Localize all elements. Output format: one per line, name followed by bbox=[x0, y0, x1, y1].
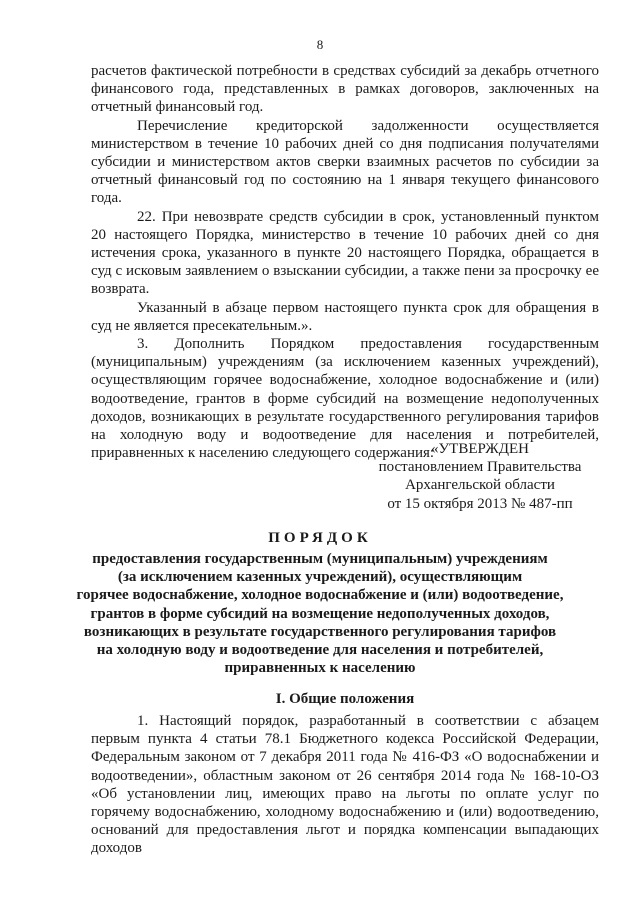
subtitle-line: приравненных к населению bbox=[224, 660, 416, 677]
paragraph-term-note: Указанный в абзаце первом настоящего пункта срок для обращения в суд не является пресекательным.». bbox=[91, 299, 599, 334]
paragraph-1: 1. Настоящий порядок, разработанный в соответствии с абзацем первым пункта 4 статьи 78.1 Бюджетного кодекса Российской Федерации, Федеральным законом от 7 декабря 2011 года № 416-ФЗ «О водоснабжении и водоотведении», областным законом от 26 сентября 2014 года № 168-10-ОЗ «Об установлении лиц, имеющих право на льготы по оплате услуг по горячему водоснабжению, холодному водоснабжению и (или) водоотведению, оснований для предоставления льгот и порядка компенсации выпадающих доходов bbox=[91, 713, 599, 857]
document-title: ПОРЯДОК bbox=[268, 530, 372, 546]
paragraph-creditor-debt: Перечисление кредиторской задолженности осуществляется министерством в течение 10 рабочих дней со дня подписания получателями субсидии и министерством актов сверки взаимных расчетов по субсидии за отчетный финансовый год по состоянию на 1 января текущего финансового года. bbox=[91, 117, 599, 207]
document-subtitle bbox=[0, 550, 640, 677]
subtitle-line: возникающих в результате государственного регулирования тарифов bbox=[83, 623, 557, 640]
paragraph-continuation: расчетов фактической потребности в средствах субсидий за декабрь отчетного финансового года, представленных в рамках договоров, заключенных на отчетный финансовый год. bbox=[91, 63, 599, 116]
paragraph-22: 22. При невозврате средств субсидии в срок, установленный пунктом 20 настоящего Порядка, министерство в течение 10 рабочих дней со дня истечения срока, указанного в пункте 20 настоящего Порядка, обращается в суд с исковым заявлением о взыскании субсидии, а также пени за просрочку ее возврата. bbox=[91, 208, 599, 298]
body-text-top bbox=[91, 62, 599, 462]
subtitle-line: на холодную воду и водоотведение для населения и потребителей, bbox=[96, 642, 544, 659]
subtitle-line: горячее водоснабжение, холодное водоснабжение и (или) водоотведение, bbox=[76, 587, 564, 604]
approval-line: постановлением Правительства bbox=[378, 459, 582, 476]
approval-line: от 15 октября 2013 № 487-пп bbox=[387, 495, 573, 512]
approval-line: Архангельской области bbox=[405, 477, 555, 494]
body-text-bottom bbox=[91, 712, 599, 858]
paragraph-3: 3. Дополнить Порядком предоставления государственным (муниципальным) учреждениям (за исключением казенных учреждений), осуществляющим горячее водоснабжение, холодное водоснабжение и (или) водоотведение, грантов в форме субсидий на возмещение недополученных доходов, возникающих в результате государственного регулирования тарифов на холодную воду и водоотведение для населения и потребителей, приравненных к населению следующего содержания: bbox=[91, 336, 599, 462]
subtitle-line: (за исключением казенных учреждений), осуществляющим bbox=[117, 569, 523, 586]
section-heading: I. Общие положения bbox=[275, 691, 415, 707]
subtitle-line: грантов в форме субсидий на возмещение недополученных доходов, bbox=[90, 605, 550, 622]
approval-line: «УТВЕРЖДЕН bbox=[431, 441, 529, 457]
page-number: 8 bbox=[316, 37, 324, 52]
approval-block bbox=[360, 440, 600, 513]
subtitle-line: предоставления государственным (муниципальным) учреждениям bbox=[92, 551, 548, 567]
